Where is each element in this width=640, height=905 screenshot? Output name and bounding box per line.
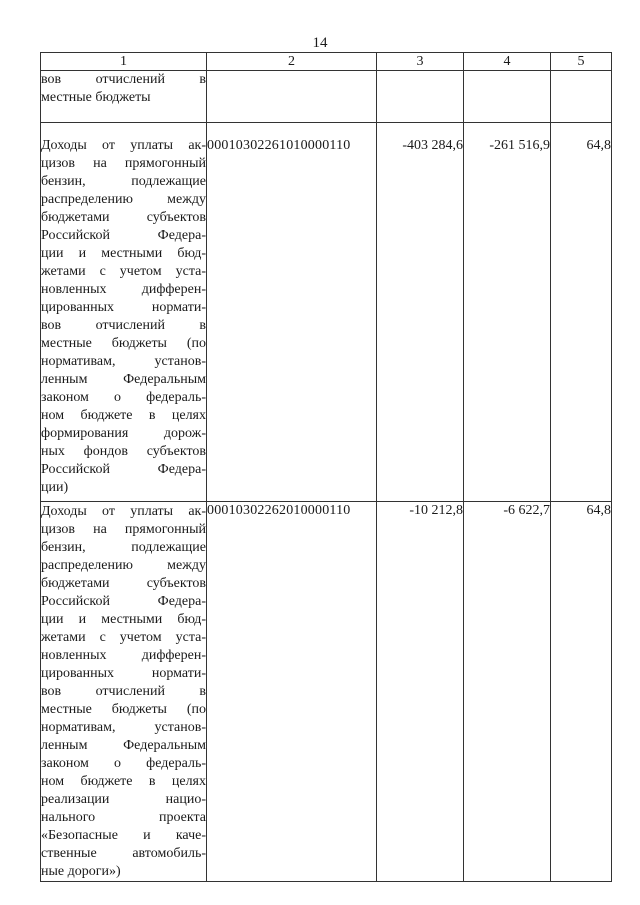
description-line: вов отчислений в bbox=[41, 318, 206, 333]
page-number: 14 bbox=[312, 35, 328, 51]
column-header-3: 3 bbox=[377, 53, 464, 71]
description-line: ном бюджете в целях bbox=[41, 408, 206, 423]
description-line: бензин, подлежащие bbox=[41, 174, 206, 189]
description-line: цированных нормати- bbox=[41, 300, 206, 315]
description-line: законом о федераль- bbox=[41, 390, 206, 405]
description-line: Доходы от уплаты ак- bbox=[41, 504, 206, 519]
row-code: 00010302262010000110 bbox=[207, 502, 377, 882]
description-line: цизов на прямогонный bbox=[41, 522, 206, 537]
row-value-col4 bbox=[464, 71, 551, 123]
row-value-col4: -261 516,9 bbox=[464, 123, 551, 502]
row-description bbox=[41, 123, 207, 502]
description-line: распределению между bbox=[41, 192, 206, 207]
description-line: жетами с учетом уста- bbox=[41, 264, 206, 279]
column-header-2: 2 bbox=[207, 53, 377, 71]
table-header-row bbox=[41, 53, 612, 71]
description-line: цизов на прямогонный bbox=[41, 156, 206, 171]
description-line: реализации нацио- bbox=[41, 792, 206, 807]
row-value-col3 bbox=[377, 71, 464, 123]
description-line: жетами с учетом уста- bbox=[41, 630, 206, 645]
description-line: бензин, подлежащие bbox=[41, 540, 206, 555]
table-row bbox=[41, 502, 612, 882]
description-line: Российской Федера- bbox=[41, 462, 206, 477]
budget-table bbox=[40, 52, 612, 882]
table-row bbox=[41, 123, 612, 502]
description-line: законом о федераль- bbox=[41, 756, 206, 771]
description-line: ные дороги») bbox=[41, 864, 121, 879]
column-header-5: 5 bbox=[551, 53, 612, 71]
column-header-4: 4 bbox=[464, 53, 551, 71]
row-value-col3: -403 284,6 bbox=[377, 123, 464, 502]
row-percent: 64,8 bbox=[551, 502, 612, 882]
description-line: ции) bbox=[41, 480, 69, 495]
row-value-col3: -10 212,8 bbox=[377, 502, 464, 882]
description-line: бюджетами субъектов bbox=[41, 210, 206, 225]
description-line: Доходы от уплаты ак- bbox=[41, 138, 206, 153]
description-line: вов отчислений в bbox=[41, 684, 206, 699]
column-header-1: 1 bbox=[41, 53, 207, 71]
row-code bbox=[207, 71, 377, 123]
row-description bbox=[41, 71, 207, 123]
description-line: цированных нормати- bbox=[41, 666, 206, 681]
description-line: Российской Федера- bbox=[41, 594, 206, 609]
row-value-col4: -6 622,7 bbox=[464, 502, 551, 882]
description-line: местные бюджеты (по bbox=[41, 702, 206, 717]
row-percent bbox=[551, 71, 612, 123]
description-line: распределению между bbox=[41, 558, 206, 573]
description-line: нального проекта bbox=[41, 810, 206, 825]
description-line: нормативам, установ- bbox=[41, 720, 206, 735]
description-line: «Безопасные и каче- bbox=[41, 828, 206, 843]
description-line: ленным Федеральным bbox=[41, 738, 206, 753]
description-line: ции и местными бюд- bbox=[41, 612, 206, 627]
description-line: нормативам, установ- bbox=[41, 354, 206, 369]
description-line: местные бюджеты bbox=[41, 90, 151, 105]
description-line: ном бюджете в целях bbox=[41, 774, 206, 789]
description-line: местные бюджеты (по bbox=[41, 336, 206, 351]
row-code: 00010302261010000110 bbox=[207, 123, 377, 502]
row-percent: 64,8 bbox=[551, 123, 612, 502]
description-line: новленных дифферен- bbox=[41, 282, 206, 297]
description-line: ленным Федеральным bbox=[41, 372, 206, 387]
table-row bbox=[41, 71, 612, 123]
description-line: ственные автомобиль- bbox=[41, 846, 206, 861]
description-line: новленных дифферен- bbox=[41, 648, 206, 663]
description-line: формирования дорож- bbox=[41, 426, 206, 441]
description-line: бюджетами субъектов bbox=[41, 576, 206, 591]
description-line: Российской Федера- bbox=[41, 228, 206, 243]
description-line: вов отчислений в bbox=[41, 72, 206, 87]
description-line: ции и местными бюд- bbox=[41, 246, 206, 261]
description-line: ных фондов субъектов bbox=[41, 444, 206, 459]
row-description bbox=[41, 502, 207, 882]
